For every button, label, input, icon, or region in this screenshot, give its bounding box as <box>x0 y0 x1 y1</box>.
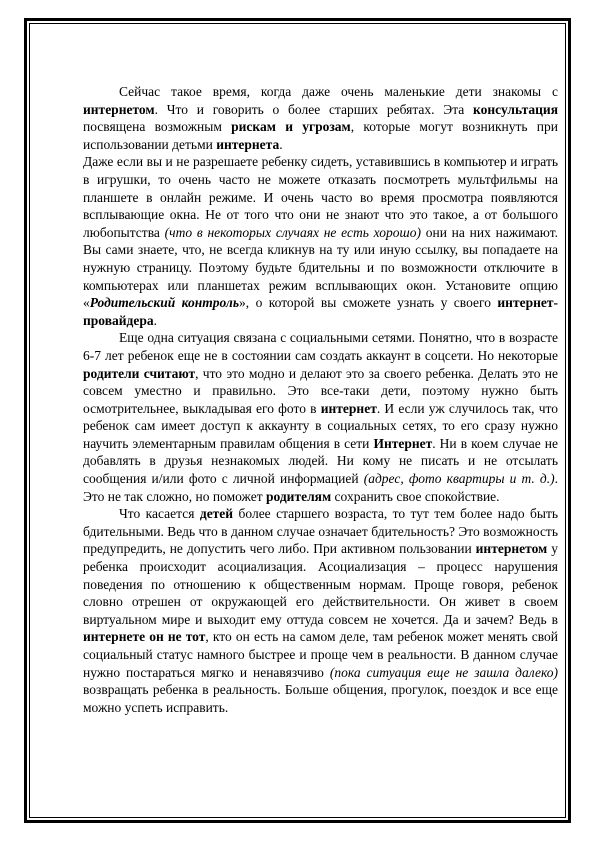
text-run: интернета <box>216 136 280 152</box>
document-body <box>83 83 558 716</box>
text-run: , кто он есть на самом деле, там ребенок может менять свой социальный статус намного быстрее и проще чем в реальности. В данном случае нужно постараться мягко и ненавязчиво <box>83 629 558 680</box>
text-run: », о которой вы сможете узнать у своего <box>239 295 498 311</box>
text-run: родители считают <box>83 365 196 381</box>
text-run: . <box>153 312 157 328</box>
text-run: родителям <box>265 488 332 504</box>
text-run: более старшего возраста, то тут тем более надо быть бдительными. Ведь что в данном случае означает бдительность? Это возможность предупредить, не допустить чего либо. При активном пользовании <box>83 506 559 557</box>
text-run: , которые могут возникнуть при использовании детьми <box>83 119 559 152</box>
text-run: (пока ситуация еще не зашла далеко) <box>329 664 558 680</box>
text-run: . И если уж случилось так, что ребенок сам имеет доступ к аккаунту в социальных сетях, то его сразу нужно научить элементарным правилам общения в сети <box>83 400 558 451</box>
text-run: . Ни в коем случае не добавлять в друзья незнакомых людей. Ни кому не писать и не отсылать сообщения и/или фото с личной информацией <box>83 435 559 487</box>
text-run: Родительский контроль <box>89 295 239 311</box>
text-run: Еще одна ситуация связана с социальными сетями. Понятно, что в возрасте 6-7 лет ребенок еще не в состоянии сам создать аккаунт в соцсети. Но некоторые <box>83 330 558 363</box>
text-run: интернет-провайдера <box>83 295 558 328</box>
text-run: посвящена возможным <box>83 119 232 135</box>
text-run: консультация <box>473 101 558 117</box>
text-run: рискам и угрозам <box>231 119 351 135</box>
paragraph-social <box>83 329 558 505</box>
text-run: (что в некоторых случаях не есть хорошо) <box>164 224 421 240</box>
text-run: . <box>279 136 283 152</box>
text-run: сохранить свое спокойствие. <box>331 488 500 504</box>
paragraph-intro <box>83 83 558 153</box>
text-run: интернетом <box>83 101 155 117</box>
text-run: Даже если вы и не разрешаете ребенку сидеть, уставившись в компьютер и играть в игрушки, то очень часто не можете отказать посмотреть мультфильмы на планшете в онлайн режиме. И очень часто во время просмотра появляются всплывающие окна. Не от того что они не знают что это такое, а от большого любопытства <box>83 154 558 240</box>
text-run: интернетом <box>475 541 548 557</box>
text-run: детей <box>199 506 234 522</box>
text-run: , что это модно и делают это за своего ребенка. Делать это не совсем уместно и правильно. Это все-таки дети, поэтому нужно быть осмотрительнее, выкладывая его фото в <box>83 365 558 416</box>
text-run: (адрес, фото квартиры и т. д.) <box>363 471 555 487</box>
text-run: Что касается <box>119 506 200 522</box>
text-run: . Что и говорить о более старших ребятах. Эта <box>154 101 474 117</box>
text-run: . Это не так сложно, но поможет <box>83 471 558 504</box>
text-run: интернете он не тот <box>83 629 206 645</box>
text-run: Сейчас такое время, когда даже очень маленькие дети знакомы с <box>119 84 558 99</box>
text-run: Интернет <box>373 435 433 451</box>
paragraph-older <box>83 505 558 716</box>
paragraph-popups <box>83 153 558 329</box>
text-run: возвращать ребенка в реальность. Больше общения, прогулок, поездок и все еще можно успеть исправить. <box>83 682 558 715</box>
text-run: они на них нажимают. Вы сами знаете, что, не всегда кликнув на ту или иную ссылку, вы попадаете на нужную страницу. Поэтому будьте бдительны и по возможности отключите в компьютерах или планшетах режим всплывающих окон. Установите опцию « <box>83 224 558 311</box>
text-run: у ребенка происходит асоциализация. Асоциализация – процесс нарушения поведения по отношению к общественным нормам. Проще говоря, ребенок словно отрешен от окружающей его действительности. Он живет в своем виртуальном мире и выходит ему оттуда совсем не хочется. Да и зачем? Ведь в <box>83 541 558 627</box>
text-run: интернет <box>320 400 377 416</box>
